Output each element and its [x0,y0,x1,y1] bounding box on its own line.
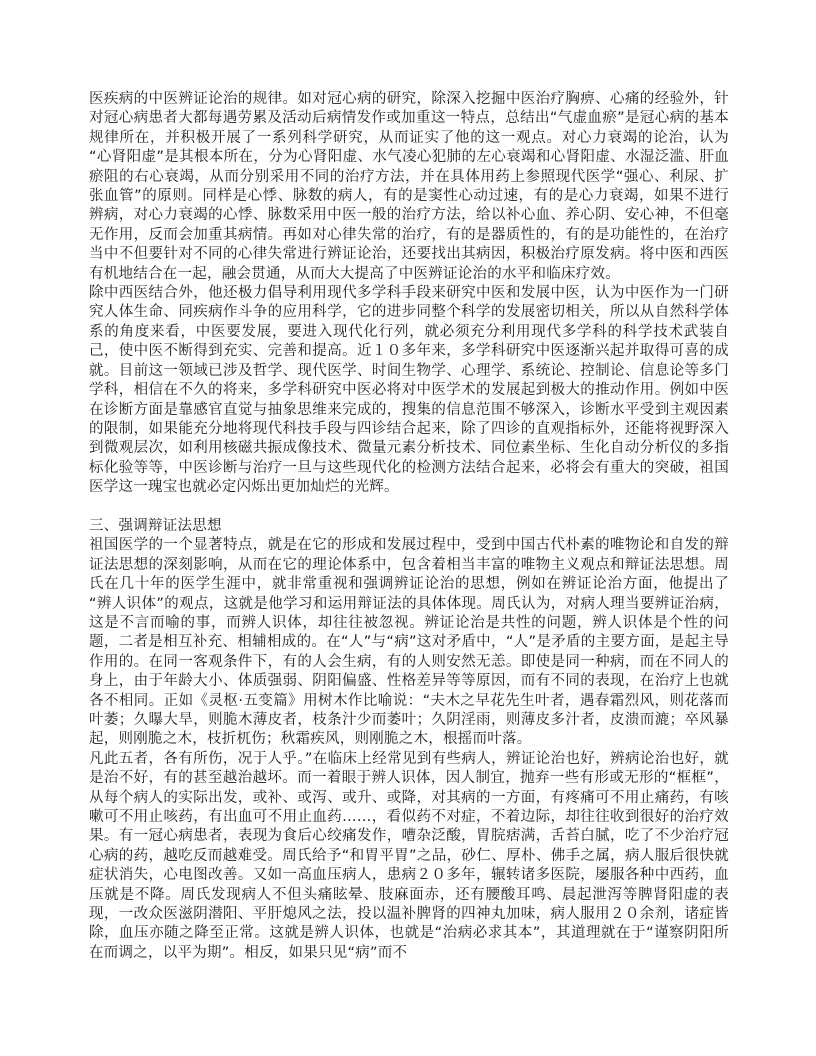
paragraph-clinical-cases: 凡此五者，各有所伤，况于人乎。”在临床上经常见到有些病人，辨证论治也好，辨病论治也好，就是治不好，有的甚至越治越坏。而一着眼于辨人识体，因人制宜，抛弃一些有形或无形的“框框”，从每个病人的实际出发，或补、或泻、或升、或降，对其病的一方面，有疼痛可不用止痛药，有咳嗽可不用止咳药，有出血可不用止血药……，看似药不对症，不着边际，却往往收到很好的治疗效果。有一冠心病患者，表现为食后心绞痛发作，嘈杂泛酸，胃脘痞满，舌苔白腻，吃了不少治疗冠心病的药，越吃反而越难受。周氏给予“和胃平胃”之品，砂仁、厚朴、佛手之属，病人服后很快就症状消失，心电图改善。又如一高血压病人，患病２０多年，辗转诸多医院，屡服各种中西药，血压就是不降。周氏发现病人不但头痛眩晕、肢麻面赤，还有腰酸耳鸣、晨起泄泻等脾肾阳虚的表现，一改众医滋阴潜阳、平肝熄风之法，投以温补脾肾的四神丸加味，病人服用２０余剂，诸症皆除，血压亦随之降至正常。这就是辨人识体，也就是“治病必求其本”，其道理就在于“谨察阴阳所在而调之，以平为期”。相反，如果只见“病”而不 [89,750,729,961]
paragraph-continuation: 医疾病的中医辨证论治的规律。如对冠心病的研究，除深入挖掘中医治疗胸痹、心痛的经验外，针对冠心病患者大都每遇劳累及活动后病情发作或加重这一特点，总结出“气虚血瘀”是冠心病的基本规律所在，并积极开展了一系列科学研究，从而证实了他的这一观点。对心力衰竭的论治，认为“心肾阳虚”是其根本所在，分为心肾阳虚、水气凌心犯肺的左心衰竭和心肾阳虚、水湿泛滥、肝血瘀阻的右心衰竭，从而分别采用不同的治疗方法，并在具体用药上参照现代医学“强心、利尿、扩张血管”的原则。同样是心悸、脉数的病人，有的是窦性心动过速，有的是心力衰竭，如果不进行辨病，对心力衰竭的心悸、脉数采用中医一般的治疗方法，给以补心血、养心阴、安心神，不但毫无作用，反而会加重其病情。再如对心律失常的治疗，有的是器质性的，有的是功能性的，在治疗当中不但要针对不同的心律失常进行辨证论治，还要找出其病因，积极治疗原发病。将中医和西医有机地结合在一起，融会贯通，从而大大提高了中医辨证论治的水平和临床疗效。 [89,91,729,282]
paragraph-dialectics-body: 祖国医学的一个显著特点，就是在它的形成和发展过程中，受到中国古代朴素的唯物论和自发的辩证法思想的深刻影响，从而在它的理论体系中，包含着相当丰富的唯物主义观点和辩证法思想。周氏在几十年的医学生涯中，就非常重视和强调辨证论治的思想，例如在辨证论治方面，他提出了“辨人识体”的观点，这就是他学习和运用辩证法的具体体现。周氏认为，对病人理当要辨证治病，这是不言而喻的事，而辨人识体，却往往被忽视。辨证论治是共性的问题，辨人识体是个性的问题，二者是相互补充、相辅相成的。在“人”与“病”这对矛盾中，“人”是矛盾的主要方面，是起主导作用的。在同一客观条件下，有的人会生病，有的人则安然无恙。即使是同一种病，而在不同人的身上，由于年龄大小、体质强弱、阴阳偏盛、性格差异等等原因，而有不同的表现，在治疗上也就各不相同。正如《灵枢·五变篇》用树木作比喻说：“夫木之早花先生叶者，遇春霜烈风，则花落而叶萎；久曝大旱，则脆木薄皮者，枝条汁少而萎叶；久阴淫雨，则薄皮多汁者，皮溃而漉；卒风暴起，则刚脆之木，枝折杌伤；秋霜疾风，则刚脆之木，根摇而叶落。 [89,537,729,748]
paragraph-multidisciplinary-research: 除中西医结合外，他还极力倡导利用现代多学科手段来研究中医和发展中医，认为中医作为一门研究人体生命、同疾病作斗争的应用科学，它的进步同整个科学的发展密切相关，所以从自然科学体系的角度来看，中医要发展，要进入现代化行列，就必须充分利用现代多学科的科学技术武装自己，使中医不断得到充实、完善和提高。近１０多年来，多学科研究中医逐渐兴起并取得可喜的成就。目前这一领域已涉及哲学、现代医学、时间生物学、心理学、系统论、控制论、信息论等多门学科，相信在不久的将来，多学科研究中医必将对中医学术的发展起到极大的推动作用。例如中医在诊断方面是靠感官直觉与抽象思维来完成的，搜集的信息范围不够深入，诊断水平受到主观因素的限制，如果能充分地将现代科技手段与四诊结合起来，除了四诊的直观指标外，还能将视野深入到微观层次，如利用核磁共振成像技术、微量元素分析技术、同位素坐标、生化自动分析仪的多指标化验等等，中医诊断与治疗一旦与这些现代化的检测方法结合起来，必将会有重大的突破，祖国医学这一瑰宝也就必定闪烁出更加灿烂的光辉。 [89,285,729,496]
section-heading-dialectics: 三、强调辩证法思想 [89,517,222,534]
